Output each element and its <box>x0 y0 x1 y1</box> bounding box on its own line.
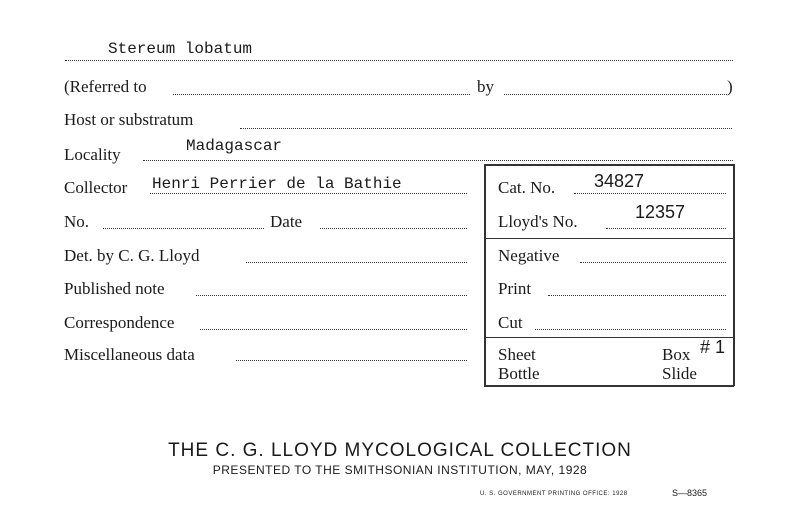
catalog-box-bottom <box>484 385 734 387</box>
published-note-label: Published note <box>64 279 165 298</box>
print-label: Print <box>498 279 532 298</box>
det-by-label: Det. by C. G. Lloyd <box>64 246 200 265</box>
collection-title: THE C. G. LLOYD MYCOLOGICAL COLLECTION <box>168 440 632 461</box>
catalog-box-top <box>484 164 734 166</box>
collector-label: Collector <box>64 178 128 197</box>
collection-subtitle: PRESENTED TO THE SMITHSONIAN INSTITUTION, MAY, 1928 <box>212 463 588 477</box>
cut-label: Cut <box>498 313 523 332</box>
negative-line <box>580 262 726 263</box>
printing-office-note: U. S. GOVERNMENT PRINTING OFFICE: 1928 <box>480 491 628 497</box>
species-line <box>65 60 733 61</box>
lloyds-no-line <box>606 228 726 229</box>
cat-no-label: Cat. No. <box>498 178 556 197</box>
negative-label: Negative <box>498 246 560 265</box>
bottle-label: Bottle <box>498 364 540 383</box>
referred-to-line <box>173 94 470 95</box>
catalog-box-divider-2 <box>484 337 734 338</box>
by-line <box>504 94 727 95</box>
cat-no-value: 34827 <box>594 171 645 191</box>
catalog-box-divider-1 <box>484 238 734 239</box>
host-label: Host or substratum <box>64 110 194 129</box>
no-label: No. <box>64 212 90 231</box>
by-label: by <box>477 77 494 96</box>
det-by-line <box>246 262 467 263</box>
sheet-label: Sheet <box>498 345 536 364</box>
locality-label: Locality <box>64 145 121 164</box>
box-value: # 1 <box>700 337 726 357</box>
collector-value: Henri Perrier de la Bathie <box>152 175 402 193</box>
form-number: S—8365 <box>672 488 708 498</box>
date-line <box>320 228 467 229</box>
misc-data-line <box>236 360 467 361</box>
correspondence-line <box>200 329 467 330</box>
cat-no-line <box>574 193 726 194</box>
locality-line <box>143 160 733 161</box>
species-name: Stereum lobatum <box>108 40 253 58</box>
no-line <box>103 228 264 229</box>
published-note-line <box>196 295 467 296</box>
box-label: Box <box>662 345 691 364</box>
cut-line <box>535 329 726 330</box>
catalog-box-right <box>733 164 735 386</box>
catalog-box-left <box>484 164 486 386</box>
close-paren: ) <box>727 77 733 96</box>
correspondence-label: Correspondence <box>64 313 175 332</box>
misc-data-label: Miscellaneous data <box>64 345 195 364</box>
referred-to-label: (Referred to <box>64 77 147 96</box>
lloyds-no-value: 12357 <box>635 202 686 222</box>
lloyds-no-label: Lloyd's No. <box>498 212 578 231</box>
slide-label: Slide <box>662 364 697 383</box>
host-line <box>240 128 732 129</box>
locality-value: Madagascar <box>186 137 283 155</box>
print-line <box>548 295 726 296</box>
collector-line <box>150 193 467 194</box>
date-label: Date <box>270 212 303 231</box>
